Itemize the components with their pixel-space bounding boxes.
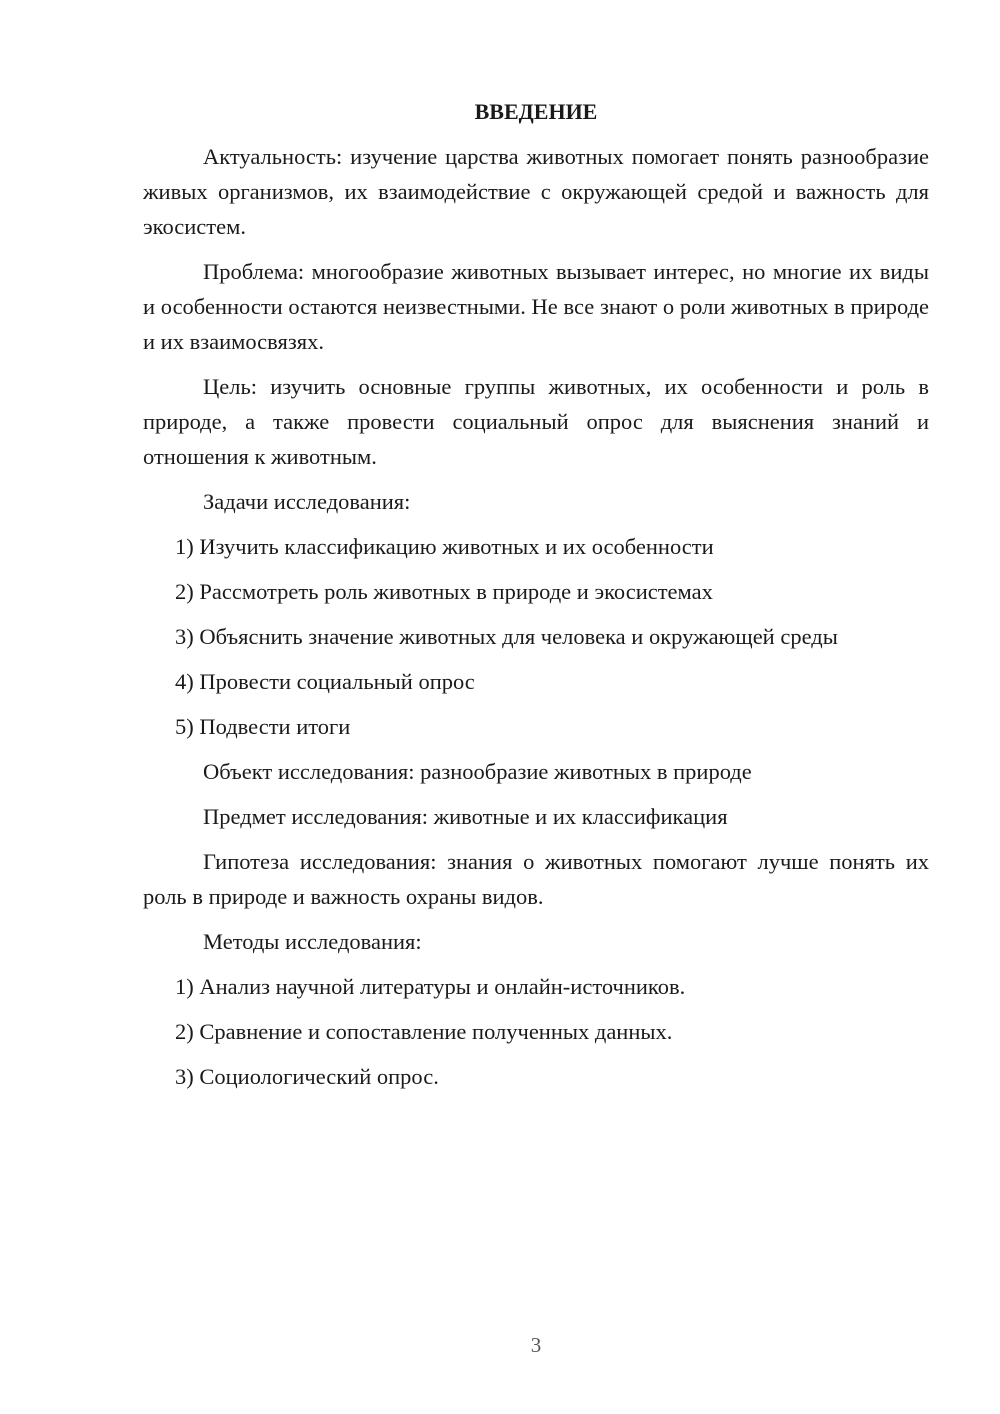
method-item: 1) Анализ научной литературы и онлайн-источников. <box>175 974 686 999</box>
page-number: 3 <box>530 1333 542 1357</box>
problem-paragraph: Проблема: многообразие животных вызывает интерес, но многие их виды и особенности остаются неизвестными. Не все знают о роли животных в природе и их взаимосвязях. <box>143 259 929 354</box>
task-item: 4) Провести социальный опрос <box>175 669 475 694</box>
method-item: 2) Сравнение и сопоставление полученных данных. <box>175 1019 673 1044</box>
method-item: 3) Социологический опрос. <box>175 1064 439 1089</box>
task-item: 1) Изучить классификацию животных и их особенности <box>175 534 714 559</box>
methods-heading: Методы исследования: <box>203 929 422 954</box>
document-body <box>143 94 929 1104</box>
hypothesis-paragraph: Гипотеза исследования: знания о животных помогают лучше понять их роль в природе и важность охраны видов. <box>143 849 929 909</box>
relevance-paragraph: Актуальность: изучение царства животных помогает понять разнообразие живых организмов, их взаимодействие с окружающей средой и важность для экосистем. <box>143 144 929 239</box>
page-title: ВВЕДЕНИЕ <box>474 99 598 124</box>
task-item: 3) Объяснить значение животных для человека и окружающей среды <box>175 624 838 649</box>
research-subject: Предмет исследования: животные и их классификация <box>203 804 728 829</box>
tasks-heading: Задачи исследования: <box>203 489 411 514</box>
goal-paragraph: Цель: изучить основные группы животных, их особенности и роль в природе, а также провести социальный опрос для выяснения знаний и отношения к животным. <box>143 374 929 469</box>
task-item: 5) Подвести итоги <box>175 714 351 739</box>
task-item: 2) Рассмотреть роль животных в природе и экосистемах <box>175 579 713 604</box>
research-object: Объект исследования: разнообразие животных в природе <box>203 759 752 784</box>
